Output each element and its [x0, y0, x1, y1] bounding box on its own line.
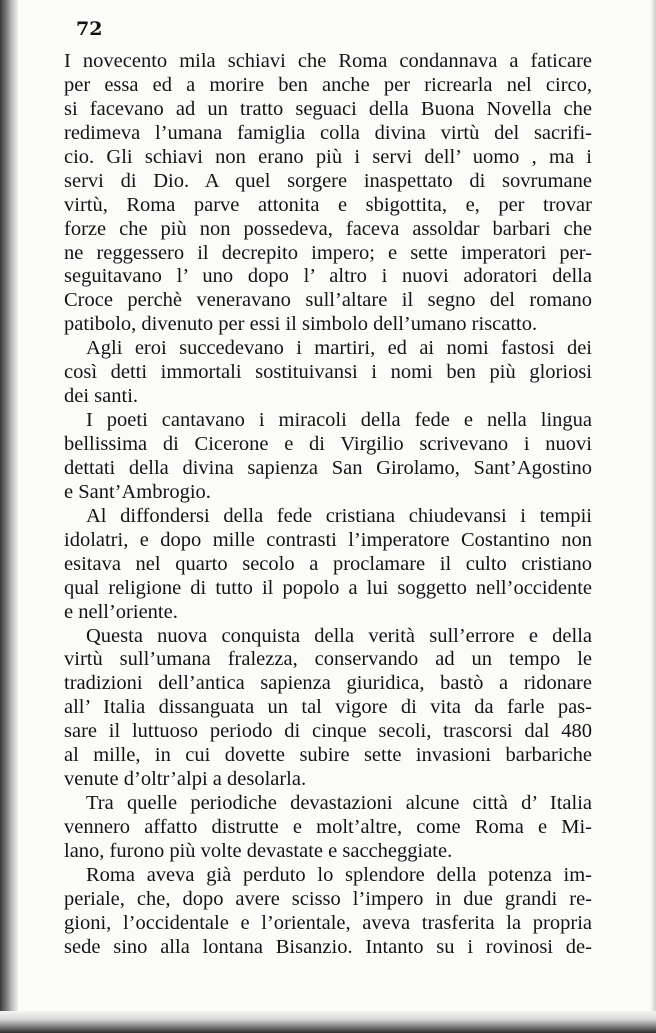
- text-line: e Sant’Ambrogio.: [64, 480, 211, 503]
- text-line: esitava nel quarto secolo a proclamare il culto cristiano: [64, 552, 592, 575]
- page-number: 72: [76, 18, 103, 40]
- scan-bottom-edge: [0, 1011, 656, 1033]
- text-line: gioni, l’occidentale e l’orientale, aveva trasferita la propria: [64, 911, 592, 934]
- text-line: sede sino alla lontana Bisanzio. Intanto su i rovinosi de-: [64, 935, 592, 958]
- text-line: venute d’oltr’alpi a desolarla.: [64, 768, 307, 791]
- text-line: Agli eroi succedevano i martiri, ed ai nomi fastosi dei: [86, 337, 592, 360]
- text-line: ne reggessero il decrepito impero; e sette imperatori per-: [64, 241, 592, 264]
- text-line: dei santi.: [64, 385, 139, 408]
- text-line: così detti immortali sostituivansi i nomi ben più gloriosi: [64, 361, 592, 384]
- text-line: periale, che, dopo avere scisso l’impero in due grandi re-: [64, 887, 592, 910]
- text-line: Croce perchè veneravano sull’altare il segno del romano: [64, 289, 592, 312]
- text-line: si facevano ad un tratto seguaci della Buona Novella che: [64, 97, 592, 120]
- text-line: all’ Italia dissanguata un tal vigore di vita da farle pas-: [64, 696, 592, 719]
- text-line: virtù sull’umana fralezza, conservando ad un tempo le: [64, 648, 592, 671]
- text-line: bellissima di Cicerone e di Virgilio scrivevano i nuovi: [64, 433, 592, 455]
- scan-right-edge: [651, 0, 656, 1033]
- text-line: dettati della divina sapienza San Girolamo, Sant’Agostino: [64, 456, 592, 479]
- text-line: Tra quelle periodiche devastazioni alcune città d’ Italia: [86, 792, 592, 815]
- text-line: virtù, Roma parve attonita e sbigottita, e, per trovar: [64, 193, 592, 216]
- text-line: idolatri, e dopo mille contrasti l’imperatore Costantino non: [64, 528, 592, 551]
- text-line: I poeti cantavano i miracoli della fede e nella lingua: [86, 409, 592, 432]
- text-line: cio. Gli schiavi non erano più i servi dell’ uomo , ma i: [64, 145, 592, 168]
- text-line: e nell’oriente.: [64, 600, 178, 623]
- text-line: qual religione di tutto il popolo a lui soggetto nell’occidente: [64, 576, 592, 599]
- body-text: [64, 50, 592, 960]
- scan-left-edge: [0, 0, 18, 1033]
- text-line: tradizioni dell’antica sapienza giuridica, bastò a ridonare: [64, 672, 592, 695]
- text-line: Al diffondersi della fede cristiana chiudevansi i tempii: [86, 504, 592, 527]
- text-line: Questa nuova conquista della verità sull’errore e della: [86, 624, 592, 647]
- text-line: I novecento mila schiavi che Roma condannava a faticare: [64, 50, 592, 72]
- text-line: patibolo, divenuto per essi il simbolo dell’umano riscatto.: [64, 313, 538, 336]
- text-line: al mille, in cui dovette subire sette invasioni barbariche: [64, 744, 592, 767]
- text-line: lano, furono più volte devastate e saccheggiate.: [64, 839, 453, 862]
- text-line: redimeva l’umana famiglia colla divina virtù del sacrifi-: [64, 121, 592, 144]
- text-line: sare il luttuoso periodo di cinque secoli, trascorsi dal 480: [64, 720, 592, 743]
- text-line: seguitavano l’ uno dopo l’ altro i nuovi adoratori della: [64, 265, 592, 288]
- text-line: vennero affatto distrutte e molt’altre, come Roma e Mi-: [64, 816, 592, 838]
- text-line: forze che più non possedeva, faceva assoldar barbari che: [64, 217, 592, 240]
- text-line: Roma aveva già perduto lo splendore della potenza im-: [86, 863, 592, 886]
- text-line: servi di Dio. A quel sorgere inaspettato di sovrumane: [64, 169, 592, 192]
- text-line: per essa ed a morire ben anche per ricrearla nel circo,: [64, 73, 592, 96]
